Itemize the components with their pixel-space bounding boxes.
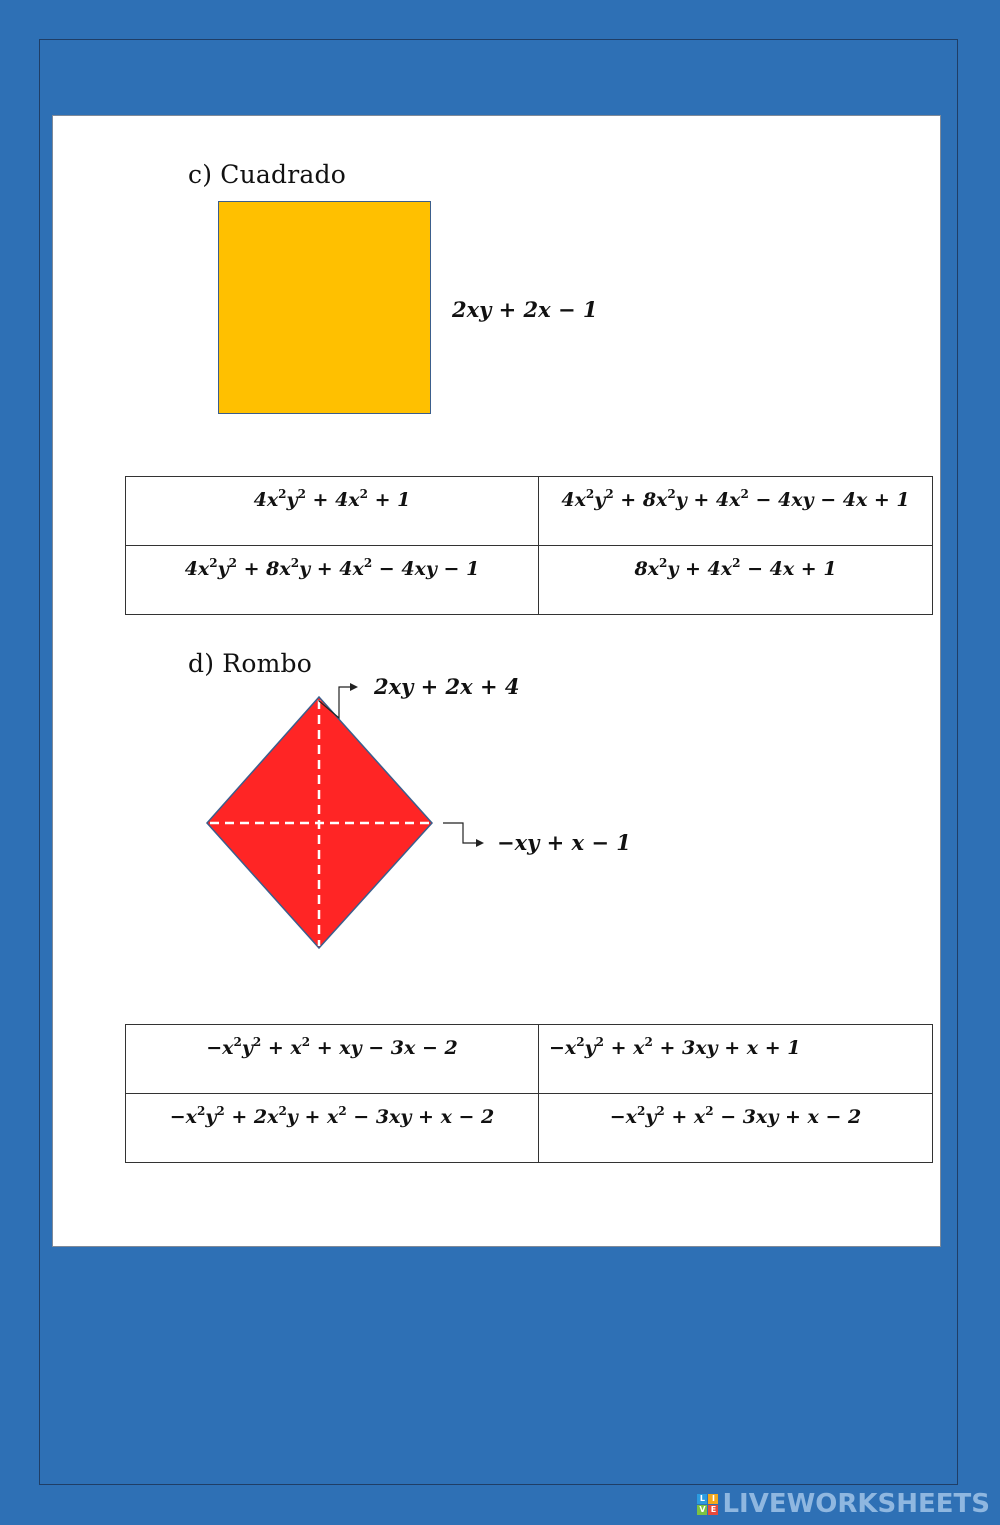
rhombus-major-diagonal-expression: 2xy + 2x + 4 xyxy=(374,674,520,699)
logo-letter: L xyxy=(697,1494,707,1504)
liveworksheets-logo-icon xyxy=(697,1494,718,1515)
arrow-head-major xyxy=(350,683,358,691)
option-cell[interactable]: $-x^2y^2 + 2x^2y + x^2 - 3xy + x - 2$ xyxy=(126,1094,539,1163)
option-cell[interactable]: $4x^2y^2 + 8x^2y + 4x^2 - 4xy - 4x + 1$ xyxy=(539,477,933,546)
option-cell[interactable]: $-x^2y^2 + x^2 + 3xy + x + 1$ xyxy=(539,1025,933,1094)
logo-letter: V xyxy=(699,1504,706,1514)
liveworksheets-watermark xyxy=(697,1489,990,1519)
watermark-text: LIVEWORKSHEETS xyxy=(722,1489,990,1519)
option-cell[interactable]: $-x^2y^2 + x^2$ + xy − 3x − 2 xyxy=(126,1025,539,1094)
option-cell[interactable]: $4x^2y^2 + 8x^2y + 4x^2 - 4xy - 1$ xyxy=(126,546,539,615)
rhombus-minor-diagonal-expression: −xy + x − 1 xyxy=(497,830,631,855)
arrow-connector-minor xyxy=(443,823,476,843)
logo-letter: E xyxy=(708,1505,718,1515)
rhombus-options-table xyxy=(125,1024,933,1163)
option-cell[interactable]: $4x^2y^2 + 4x^2 + 1$ xyxy=(126,477,539,546)
option-cell[interactable]: $8x^2y + 4x^2 - 4x + 1$ xyxy=(539,546,933,615)
logo-letter: I xyxy=(708,1494,718,1504)
table-row xyxy=(126,1094,933,1163)
option-cell[interactable]: $-x^2y^2 + x^2 - 3xy + x - 2$ xyxy=(539,1094,933,1163)
section-d-label: d) Rombo xyxy=(188,649,312,678)
section-c-label: c) Cuadrado xyxy=(188,160,346,189)
arrow-head-minor xyxy=(476,839,484,847)
table-row xyxy=(126,1025,933,1094)
square-side-expression: 2xy + 2x − 1 xyxy=(452,297,598,322)
